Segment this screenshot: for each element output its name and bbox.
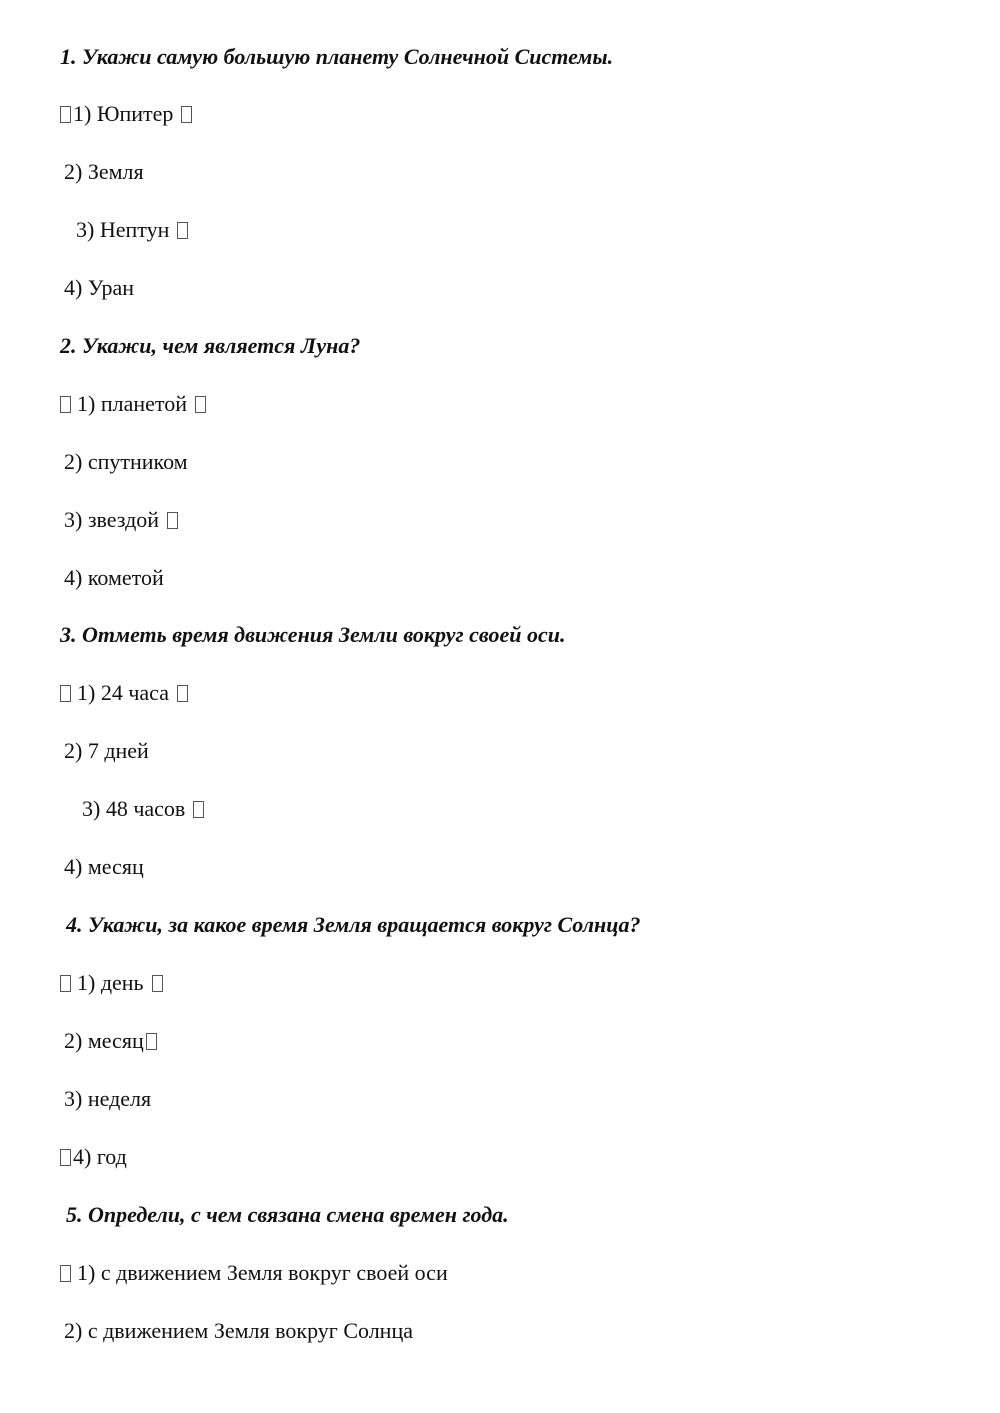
checkbox-icon[interactable] xyxy=(60,1149,71,1166)
option-label: 2) спутником xyxy=(64,449,188,474)
question-2-option-1[interactable] xyxy=(60,391,206,417)
question-5-title: 5. Определи, с чем связана смена времен года. xyxy=(66,1202,509,1227)
question-4-option-2[interactable] xyxy=(64,1028,157,1054)
question-3-option-3[interactable] xyxy=(82,796,204,822)
option-label: 4) кометой xyxy=(64,565,164,590)
option-label: 1) с движением Земля вокруг своей оси xyxy=(77,1260,448,1285)
checkbox-icon[interactable] xyxy=(60,685,71,702)
checkbox-icon[interactable] xyxy=(152,975,163,992)
checkbox-icon[interactable] xyxy=(181,106,192,123)
checkbox-icon[interactable] xyxy=(193,801,204,818)
question-1-option-3[interactable] xyxy=(76,217,188,243)
question-4-option-3[interactable] xyxy=(64,1086,151,1112)
question-5-option-2[interactable] xyxy=(64,1318,413,1344)
question-2-option-3[interactable] xyxy=(64,507,178,533)
question-1-option-1[interactable] xyxy=(60,101,192,127)
option-label: 3) неделя xyxy=(64,1086,152,1111)
option-label: 1) Юпитер xyxy=(73,101,174,126)
question-3-title: 3. Отметь время движения Земли вокруг своей оси. xyxy=(60,622,566,647)
question-4-option-1[interactable] xyxy=(60,970,163,996)
checkbox-icon[interactable] xyxy=(146,1033,157,1050)
question-5-option-1[interactable] xyxy=(60,1260,448,1286)
question-1-option-2[interactable] xyxy=(64,159,144,185)
option-label: 2) 7 дней xyxy=(64,738,149,763)
checkbox-icon[interactable] xyxy=(60,1265,71,1282)
checkbox-icon[interactable] xyxy=(177,685,188,702)
question-1-title: 1. Укажи самую большую планету Солнечной Системы. xyxy=(60,44,614,69)
question-4-option-4[interactable] xyxy=(60,1144,127,1170)
question-3-option-4[interactable] xyxy=(64,854,144,880)
option-label: 3) 48 часов xyxy=(82,796,186,821)
option-label: 2) с движением Земля вокруг Солнца xyxy=(64,1318,413,1343)
option-label: 1) 24 часа xyxy=(77,680,169,705)
question-3-option-1[interactable] xyxy=(60,680,188,706)
question-4-title: 4. Укажи, за какое время Земля вращается вокруг Солнца? xyxy=(66,912,641,937)
option-label: 4) Уран xyxy=(64,275,135,300)
option-label: 2) месяц xyxy=(64,1028,144,1053)
option-label: 3) Нептун xyxy=(76,217,170,242)
question-2-option-2[interactable] xyxy=(64,449,188,475)
checkbox-icon[interactable] xyxy=(177,222,188,239)
checkbox-icon[interactable] xyxy=(60,396,71,413)
checkbox-icon[interactable] xyxy=(60,106,71,123)
option-label: 4) месяц xyxy=(64,854,144,879)
checkbox-icon[interactable] xyxy=(195,396,206,413)
option-label: 1) планетой xyxy=(77,391,187,416)
question-2-option-4[interactable] xyxy=(64,565,164,591)
option-label: 4) год xyxy=(73,1144,127,1169)
option-label: 1) день xyxy=(77,970,144,995)
question-2-title: 2. Укажи, чем является Луна? xyxy=(60,333,361,358)
question-1-option-4[interactable] xyxy=(64,275,134,301)
checkbox-icon[interactable] xyxy=(60,975,71,992)
option-label: 3) звездой xyxy=(64,507,160,532)
checkbox-icon[interactable] xyxy=(167,512,178,529)
option-label: 2) Земля xyxy=(64,159,144,184)
question-3-option-2[interactable] xyxy=(64,738,149,764)
